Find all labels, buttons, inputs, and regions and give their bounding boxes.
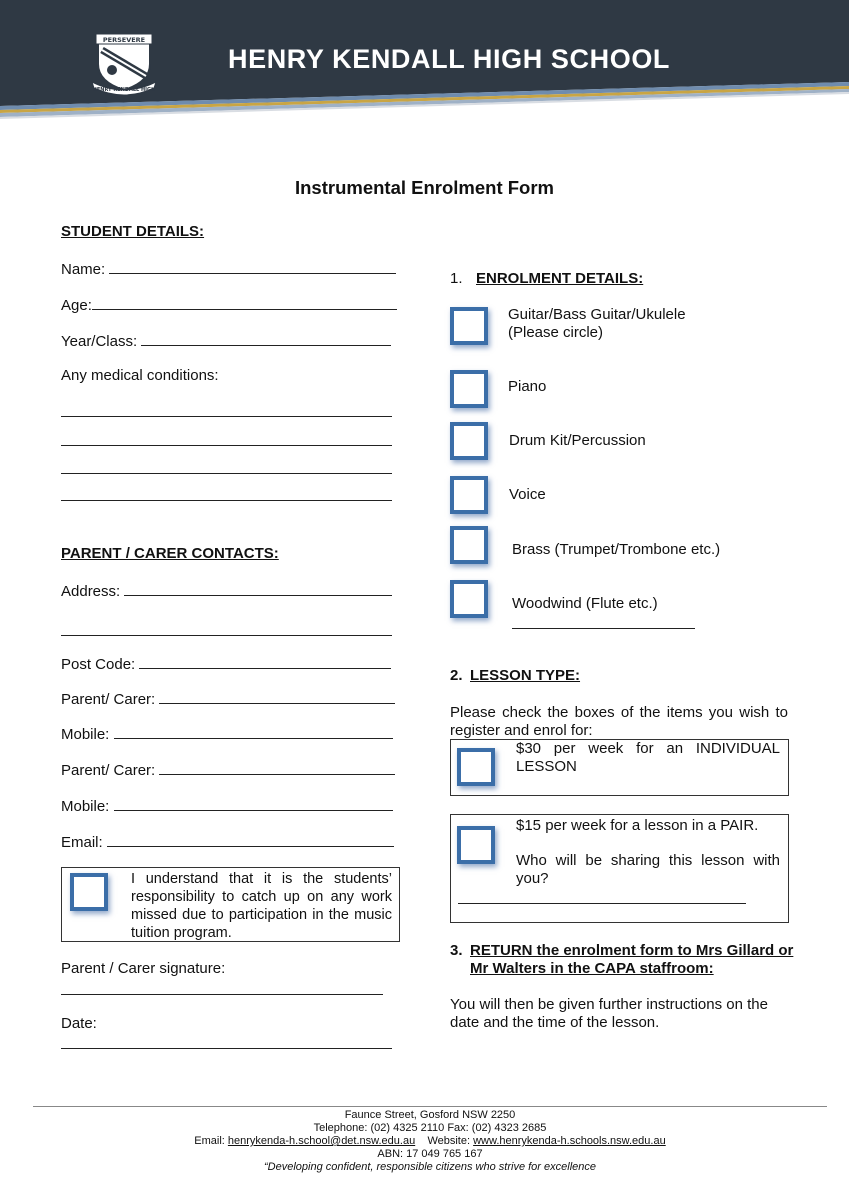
drum-kit-label: Drum Kit/Percussion [509,432,646,449]
brass-label: Brass (Trumpet/Trombone etc.) [512,541,721,558]
pair-partner-field[interactable] [458,903,746,904]
student-year-label: Year/Class: [61,333,138,350]
piano-label: Piano [508,378,547,395]
carer2-label: Parent/ Carer: [61,762,156,779]
enrolment-number: 1. [450,270,463,287]
return-number: 3. [450,942,463,959]
address-label: Address: [61,583,121,600]
mobile1-label: Mobile: [61,726,110,743]
medical-conditions-label: Any medical conditions: [61,367,219,384]
student-year-field[interactable] [141,331,391,346]
guitar-note: (Please circle) [508,324,604,341]
student-name-label: Name: [61,261,106,278]
email-field[interactable] [107,832,394,847]
school-crest-logo [88,26,160,96]
pair-lesson-box [450,814,789,923]
drum-kit-checkbox[interactable] [450,422,488,460]
date-field[interactable] [61,1048,392,1049]
student-name-field[interactable] [109,259,396,274]
address-field[interactable] [124,581,392,596]
footer-website-label: Website: [427,1135,471,1147]
carer1-row [61,689,395,709]
postcode-label: Post Code: [61,656,136,673]
medical-conditions-line-2[interactable] [61,445,392,446]
individual-lesson-box [450,739,789,796]
carer2-row [61,760,395,780]
lesson-number: 2. [450,667,463,684]
medical-conditions-line-1[interactable] [61,416,392,417]
mobile2-label: Mobile: [61,798,110,815]
student-year-row [61,331,391,351]
svg-text:PERSEVERE: PERSEVERE [102,36,146,44]
form-title: Instrumental Enrolment Form [294,177,555,198]
mobile1-field[interactable] [114,724,393,739]
lesson-heading: LESSON TYPE: [470,667,581,684]
footer-address: Faunce Street, Gosford NSW 2250 [344,1109,516,1121]
address-line-2[interactable] [61,635,392,636]
lesson-instructions: Please check the boxes of the items you wish to register and enrol for: [450,704,788,739]
mobile1-row [61,724,393,744]
signature-field[interactable] [61,994,383,995]
pair-lesson-text: $15 per week for a lesson in a PAIR. [516,817,759,834]
enrolment-heading: ENROLMENT DETAILS: [476,270,644,287]
piano-checkbox[interactable] [450,370,488,408]
medical-conditions-line-4[interactable] [61,500,392,501]
email-row [61,832,394,852]
footer-website-link[interactable]: www.henrykenda-h.schools.nsw.edu.au [473,1135,666,1147]
individual-lesson-text: $30 per week for an INDIVIDUAL LESSON [516,740,780,775]
student-details-heading: STUDENT DETAILS: [61,223,205,240]
postcode-row [61,654,391,674]
footer-abn: ABN: 17 049 765 167 [377,1148,483,1160]
pair-question: Who will be sharing this lesson with you? [516,852,780,887]
carer1-label: Parent/ Carer: [61,691,156,708]
medical-conditions-line-3[interactable] [61,473,392,474]
return-heading: RETURN the enrolment form to Mrs Gillard or Mr Walters in the CAPA staffroom: [470,942,794,977]
agreement-text: I understand that it is the students’ responsibility to catch up on any work missed due to participation in the music tuition program. [131,871,392,941]
student-age-field[interactable] [92,295,397,310]
svg-text:HENRY KENDALL HIGH: HENRY KENDALL HIGH [92,87,156,93]
footer-phone: Telephone: (02) 4325 2110 Fax: (02) 4323 2685 [313,1122,547,1134]
pair-lesson-checkbox[interactable] [457,826,495,864]
footer-divider [33,1106,827,1107]
footer-email-link[interactable]: henrykenda-h.school@det.nsw.edu.au [227,1135,416,1147]
signature-label: Parent / Carer signature: [61,960,226,977]
carer1-field[interactable] [159,689,395,704]
email-label: Email: [61,834,103,851]
guitar-label: Guitar/Bass Guitar/Ukulele [508,306,686,323]
student-age-row [61,295,397,315]
brass-checkbox[interactable] [450,526,488,564]
student-age-label: Age: [61,297,92,314]
parent-contacts-heading: PARENT / CARER CONTACTS: [61,545,279,562]
footer-contact [0,1135,849,1148]
footer-email-label: Email: [194,1135,225,1147]
voice-label: Voice [509,486,546,503]
agreement-box [61,867,400,942]
carer2-field[interactable] [159,760,395,775]
student-name-row [61,259,396,279]
postcode-field[interactable] [139,654,391,669]
school-name: HENRY KENDALL HIGH SCHOOL [228,44,671,74]
woodwind-checkbox[interactable] [450,580,488,618]
woodwind-label: Woodwind (Flute etc.) [512,595,658,612]
voice-checkbox[interactable] [450,476,488,514]
mobile2-row [61,796,393,816]
return-followup: You will then be given further instructions on the date and the time of the lesson. [450,996,768,1031]
date-label: Date: [61,1015,97,1032]
mobile2-field[interactable] [114,796,393,811]
guitar-checkbox[interactable] [450,307,488,345]
individual-lesson-checkbox[interactable] [457,748,495,786]
address-row [61,581,392,601]
footer-tagline: “Developing confident, responsible citizens who strive for excellence [263,1161,596,1173]
agreement-checkbox[interactable] [70,873,108,911]
woodwind-other-field[interactable] [512,628,695,629]
